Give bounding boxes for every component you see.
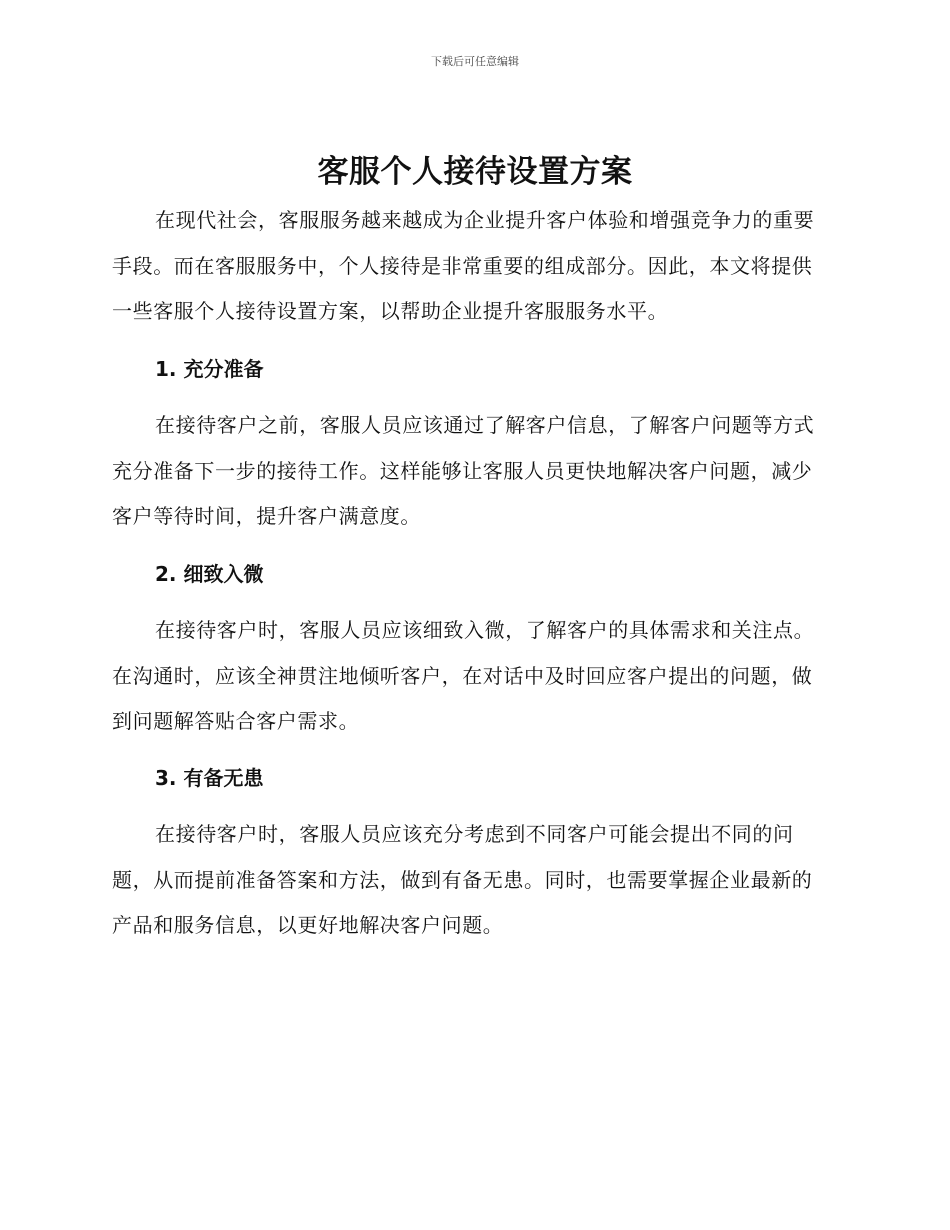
- section-heading-2: 2. 细致入微: [155, 562, 264, 586]
- intro-paragraph: 在现代社会，客服服务越来越成为企业提升客户体验和增强竞争力的重要手段。而在客服服务中，个人接待是非常重要的组成部分。因此，本文将提供一些客服个人接待设置方案，以帮助企业提升客服服务水平。: [112, 208, 815, 323]
- document-title: 客服个人接待设置方案: [317, 154, 633, 190]
- section-heading-1: 1. 充分准备: [155, 357, 264, 381]
- section-heading-3: 3. 有备无患: [155, 766, 264, 790]
- section-body-1: 在接待客户之前，客服人员应该通过了解客户信息，了解客户问题等方式充分准备下一步的接待工作。这样能够让客服人员更快地解决客户问题，减少客户等待时间，提升客户满意度。: [112, 413, 815, 528]
- section-body-2: 在接待客户时，客服人员应该细致入微，了解客户的具体需求和关注点。在沟通时，应该全神贯注地倾听客户，在对话中及时回应客户提出的问题，做到问题解答贴合客户需求。: [112, 618, 815, 733]
- header-note: 下载后可任意编辑: [431, 55, 519, 68]
- section-body-3: 在接待客户时，客服人员应该充分考虑到不同客户可能会提出不同的问题，从而提前准备答案和方法，做到有备无患。同时，也需要掌握企业最新的产品和服务信息，以更好地解决客户问题。: [112, 822, 813, 937]
